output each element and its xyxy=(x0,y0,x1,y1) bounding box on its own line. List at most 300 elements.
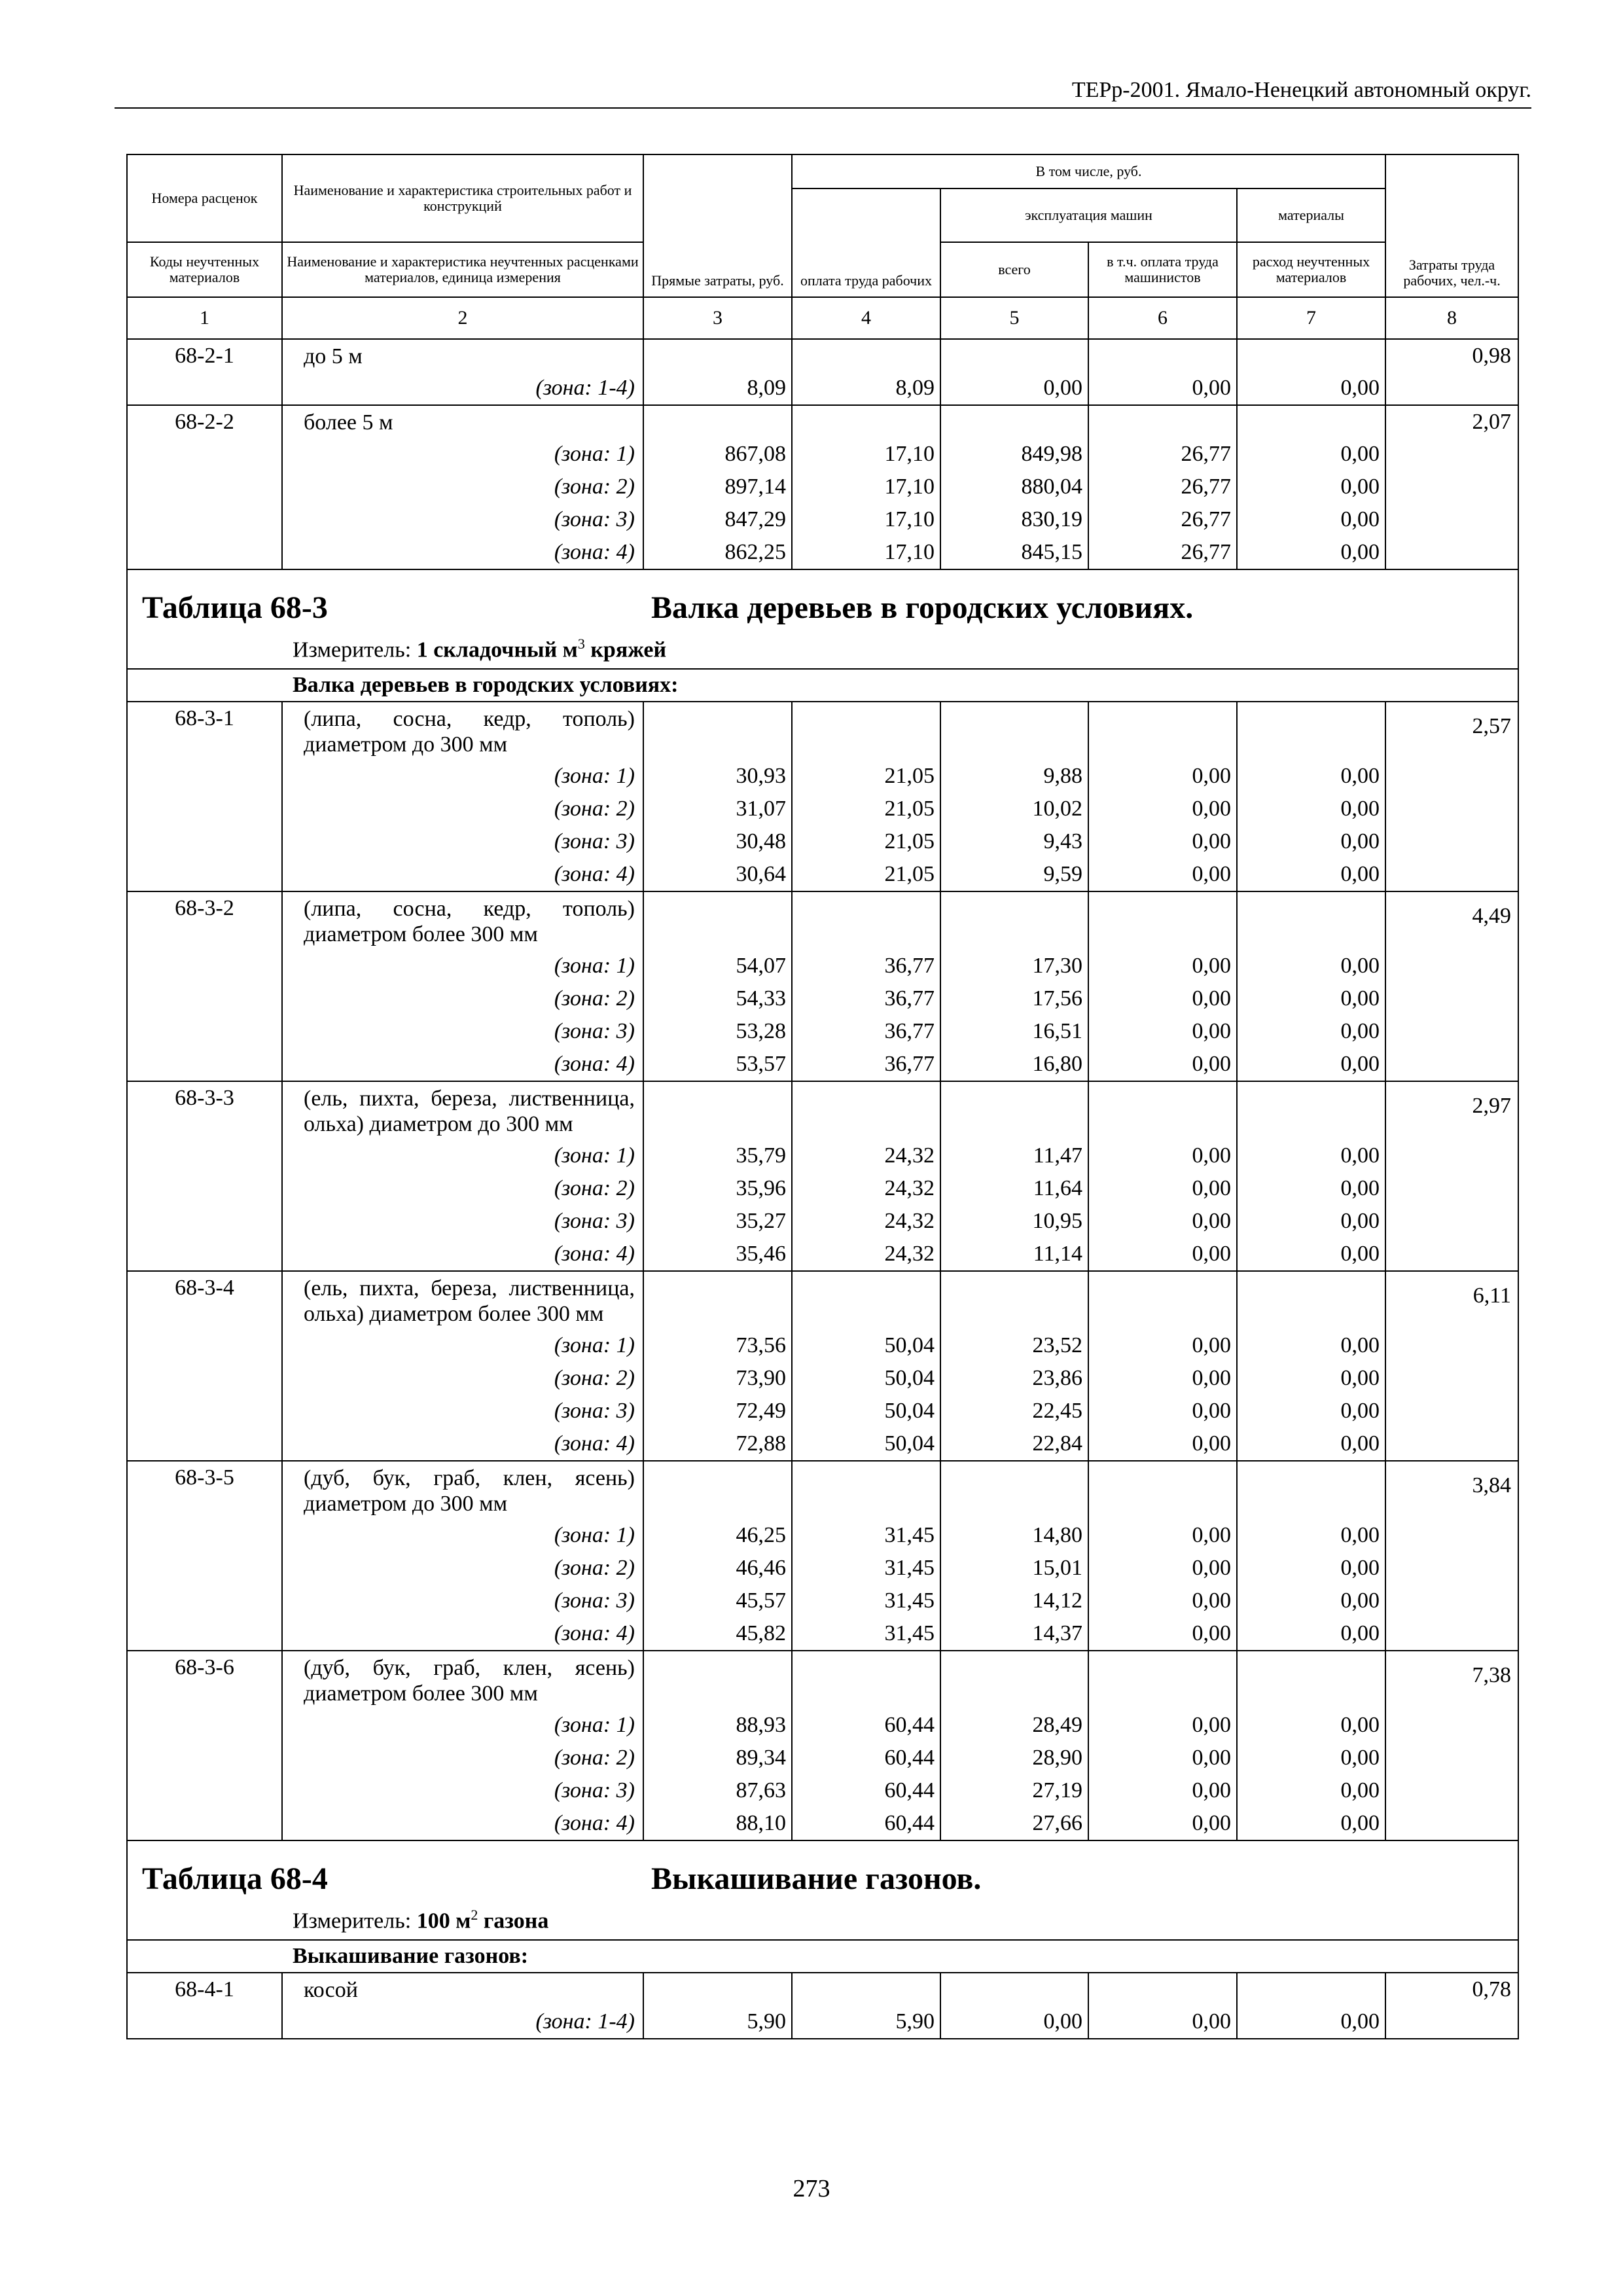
machines-total: 23,86 xyxy=(940,1362,1088,1395)
empty-cell xyxy=(643,702,792,760)
rate-description: более 5 м xyxy=(282,405,643,438)
direct-costs: 54,33 xyxy=(643,982,792,1015)
zone-label: (зона: 4) xyxy=(282,1238,643,1271)
zone-label: (зона: 2) xyxy=(282,1172,643,1205)
table-label: Таблица 68-4 xyxy=(142,1861,328,1896)
empty-cell xyxy=(1088,405,1237,438)
machines-total: 22,84 xyxy=(940,1427,1088,1461)
direct-costs: 31,07 xyxy=(643,793,792,825)
zone-row xyxy=(127,1395,1518,1427)
machines-total: 27,19 xyxy=(940,1774,1088,1807)
machinist-pay: 0,00 xyxy=(1088,760,1237,793)
zone-label: (зона: 4) xyxy=(282,1427,643,1461)
zone-row xyxy=(127,471,1518,503)
rate-description: (дуб, бук, граб, клен, ясень) диаметром более 300 мм xyxy=(282,1651,643,1709)
header-machinist-pay: в т.ч. оплата труда машинистов xyxy=(1088,242,1237,297)
worker-pay: 5,90 xyxy=(792,2005,940,2039)
direct-costs: 45,82 xyxy=(643,1617,792,1651)
zone-row xyxy=(127,1362,1518,1395)
zone-row xyxy=(127,793,1518,825)
zone-label: (зона: 1) xyxy=(282,1139,643,1172)
header-direct-costs: Прямые затраты, руб. xyxy=(643,154,792,297)
direct-costs: 72,88 xyxy=(643,1427,792,1461)
labor-cost: 4,49 xyxy=(1385,891,1518,1081)
machines-total: 14,37 xyxy=(940,1617,1088,1651)
machines-total: 849,98 xyxy=(940,438,1088,471)
empty-cell xyxy=(940,1081,1088,1139)
worker-pay: 17,10 xyxy=(792,503,940,536)
direct-costs: 847,29 xyxy=(643,503,792,536)
rate-row xyxy=(127,339,1518,372)
worker-pay: 17,10 xyxy=(792,536,940,569)
zone-label: (зона: 1) xyxy=(282,1329,643,1362)
worker-pay: 60,44 xyxy=(792,1774,940,1807)
direct-costs: 30,64 xyxy=(643,858,792,891)
zone-row xyxy=(127,438,1518,471)
column-number: 1 xyxy=(127,297,282,339)
zone-row xyxy=(127,536,1518,569)
rate-code: 68-3-1 xyxy=(127,702,282,891)
worker-pay: 50,04 xyxy=(792,1427,940,1461)
measure-unit: Измеритель: 100 $м^2$ газона xyxy=(293,1907,549,1933)
zone-row xyxy=(127,858,1518,891)
worker-pay: 31,45 xyxy=(792,1519,940,1552)
materials-cost: 0,00 xyxy=(1237,1742,1385,1774)
machines-total: 23,52 xyxy=(940,1329,1088,1362)
empty-cell xyxy=(1237,1651,1385,1709)
materials-cost: 0,00 xyxy=(1237,1519,1385,1552)
machinist-pay: 0,00 xyxy=(1088,1807,1237,1840)
direct-costs: 8,09 xyxy=(643,372,792,405)
labor-cost: 2,97 xyxy=(1385,1081,1518,1271)
rate-code: 68-4-1 xyxy=(127,1973,282,2039)
machines-total: 16,51 xyxy=(940,1015,1088,1048)
materials-cost: 0,00 xyxy=(1237,503,1385,536)
worker-pay: 50,04 xyxy=(792,1362,940,1395)
zone-row xyxy=(127,1742,1518,1774)
worker-pay: 36,77 xyxy=(792,982,940,1015)
worker-pay: 17,10 xyxy=(792,471,940,503)
zone-row xyxy=(127,1205,1518,1238)
header-materials: материалы xyxy=(1237,188,1385,242)
rate-code: 68-2-2 xyxy=(127,405,282,569)
empty-cell xyxy=(643,1461,792,1519)
direct-costs: 30,48 xyxy=(643,825,792,858)
materials-cost: 0,00 xyxy=(1237,536,1385,569)
machinist-pay: 0,00 xyxy=(1088,1774,1237,1807)
page-number: 273 xyxy=(793,2175,830,2202)
column-number: 6 xyxy=(1088,297,1237,339)
worker-pay: 24,32 xyxy=(792,1238,940,1271)
worker-pay: 21,05 xyxy=(792,825,940,858)
machinist-pay: 0,00 xyxy=(1088,2005,1237,2039)
direct-costs: 35,79 xyxy=(643,1139,792,1172)
rate-row xyxy=(127,702,1518,760)
machinist-pay: 0,00 xyxy=(1088,1395,1237,1427)
worker-pay: 31,45 xyxy=(792,1585,940,1617)
subheading: Выкашивание газонов: xyxy=(127,1940,1518,1973)
empty-cell xyxy=(940,1973,1088,2005)
empty-cell xyxy=(1237,1461,1385,1519)
direct-costs: 862,25 xyxy=(643,536,792,569)
zone-label: (зона: 2) xyxy=(282,793,643,825)
subheading: Валка деревьев в городских условиях: xyxy=(127,669,1518,702)
materials-cost: 0,00 xyxy=(1237,1172,1385,1205)
header-including: В том числе, руб. xyxy=(792,154,1385,188)
machinist-pay: 26,77 xyxy=(1088,438,1237,471)
worker-pay: 24,32 xyxy=(792,1172,940,1205)
empty-cell xyxy=(1088,1081,1237,1139)
materials-cost: 0,00 xyxy=(1237,1048,1385,1081)
machines-total: 14,80 xyxy=(940,1519,1088,1552)
header-labor-cost: Затраты труда рабочих, чел.-ч. xyxy=(1385,154,1518,297)
table-title: Валка деревьев в городских условиях. xyxy=(651,590,1194,625)
header-unaccounted-consumption: расход неучтенных материалов xyxy=(1237,242,1385,297)
zone-row xyxy=(127,1617,1518,1651)
zone-row xyxy=(127,1329,1518,1362)
empty-cell xyxy=(940,702,1088,760)
table-label: Таблица 68-3 xyxy=(142,590,328,625)
zone-row xyxy=(127,1238,1518,1271)
direct-costs: 35,46 xyxy=(643,1238,792,1271)
empty-cell xyxy=(643,339,792,372)
worker-pay: 21,05 xyxy=(792,793,940,825)
table-body-68-4 xyxy=(127,1973,1518,2039)
zone-row xyxy=(127,982,1518,1015)
worker-pay: 36,77 xyxy=(792,950,940,982)
zone-row xyxy=(127,1774,1518,1807)
rate-row xyxy=(127,1271,1518,1329)
machines-total: 880,04 xyxy=(940,471,1088,503)
machinist-pay: 0,00 xyxy=(1088,1172,1237,1205)
zone-row xyxy=(127,1519,1518,1552)
empty-cell xyxy=(1237,1081,1385,1139)
worker-pay: 31,45 xyxy=(792,1617,940,1651)
rate-code: 68-3-6 xyxy=(127,1651,282,1840)
empty-cell xyxy=(940,891,1088,950)
direct-costs: 89,34 xyxy=(643,1742,792,1774)
labor-cost: 2,07 xyxy=(1385,405,1518,569)
column-numbers-row xyxy=(127,297,1518,339)
zone-label: (зона: 2) xyxy=(282,1362,643,1395)
empty-cell xyxy=(940,339,1088,372)
empty-cell xyxy=(792,702,940,760)
table-body-68-2 xyxy=(127,339,1518,569)
machines-total: 9,88 xyxy=(940,760,1088,793)
machinist-pay: 0,00 xyxy=(1088,793,1237,825)
direct-costs: 53,57 xyxy=(643,1048,792,1081)
zone-label: (зона: 3) xyxy=(282,503,643,536)
empty-cell xyxy=(792,891,940,950)
machinist-pay: 0,00 xyxy=(1088,1552,1237,1585)
machinist-pay: 0,00 xyxy=(1088,1585,1237,1617)
zone-row xyxy=(127,1585,1518,1617)
materials-cost: 0,00 xyxy=(1237,1238,1385,1271)
machines-total: 830,19 xyxy=(940,503,1088,536)
column-number: 3 xyxy=(643,297,792,339)
materials-cost: 0,00 xyxy=(1237,1205,1385,1238)
empty-cell xyxy=(1088,339,1237,372)
rate-row xyxy=(127,891,1518,950)
machines-total: 27,66 xyxy=(940,1807,1088,1840)
machinist-pay: 0,00 xyxy=(1088,1742,1237,1774)
rate-code: 68-3-4 xyxy=(127,1271,282,1461)
direct-costs: 73,56 xyxy=(643,1329,792,1362)
zone-label: (зона: 1) xyxy=(282,760,643,793)
rate-description: (дуб, бук, граб, клен, ясень) диаметром до 300 мм xyxy=(282,1461,643,1519)
machines-total: 22,45 xyxy=(940,1395,1088,1427)
direct-costs: 35,27 xyxy=(643,1205,792,1238)
zone-row xyxy=(127,760,1518,793)
machines-total: 28,90 xyxy=(940,1742,1088,1774)
direct-costs: 897,14 xyxy=(643,471,792,503)
empty-cell xyxy=(643,891,792,950)
direct-costs: 46,25 xyxy=(643,1519,792,1552)
labor-cost: 2,57 xyxy=(1385,702,1518,891)
rate-row xyxy=(127,1081,1518,1139)
machines-total: 11,64 xyxy=(940,1172,1088,1205)
zone-row xyxy=(127,1139,1518,1172)
zone-label: (зона: 4) xyxy=(282,1807,643,1840)
empty-cell xyxy=(940,1651,1088,1709)
header-worker-pay: оплата труда рабочих xyxy=(792,188,940,297)
empty-cell xyxy=(1237,339,1385,372)
machinist-pay: 0,00 xyxy=(1088,950,1237,982)
empty-cell xyxy=(792,1461,940,1519)
materials-cost: 0,00 xyxy=(1237,1585,1385,1617)
empty-cell xyxy=(1237,405,1385,438)
direct-costs: 35,96 xyxy=(643,1172,792,1205)
materials-cost: 0,00 xyxy=(1237,1329,1385,1362)
materials-cost: 0,00 xyxy=(1237,2005,1385,2039)
machinist-pay: 0,00 xyxy=(1088,1205,1237,1238)
worker-pay: 17,10 xyxy=(792,438,940,471)
column-number: 2 xyxy=(282,297,643,339)
empty-cell xyxy=(792,1651,940,1709)
empty-cell xyxy=(1088,702,1237,760)
direct-costs: 54,07 xyxy=(643,950,792,982)
rates-table xyxy=(126,154,1519,2039)
machinist-pay: 0,00 xyxy=(1088,1238,1237,1271)
empty-cell xyxy=(643,1973,792,2005)
machines-total: 11,14 xyxy=(940,1238,1088,1271)
direct-costs: 88,93 xyxy=(643,1709,792,1742)
zone-label: (зона: 2) xyxy=(282,1552,643,1585)
materials-cost: 0,00 xyxy=(1237,1552,1385,1585)
materials-cost: 0,00 xyxy=(1237,793,1385,825)
worker-pay: 24,32 xyxy=(792,1205,940,1238)
rate-description: косой xyxy=(282,1973,643,2005)
zone-row xyxy=(127,1048,1518,1081)
machines-total: 0,00 xyxy=(940,2005,1088,2039)
materials-cost: 0,00 xyxy=(1237,1617,1385,1651)
labor-cost: 3,84 xyxy=(1385,1461,1518,1651)
direct-costs: 45,57 xyxy=(643,1585,792,1617)
column-number: 5 xyxy=(940,297,1088,339)
rate-description: до 5 м xyxy=(282,339,643,372)
header-rate-numbers: Номера расценок xyxy=(127,154,282,242)
empty-cell xyxy=(1088,1271,1237,1329)
direct-costs: 867,08 xyxy=(643,438,792,471)
machines-total: 10,02 xyxy=(940,793,1088,825)
materials-cost: 0,00 xyxy=(1237,858,1385,891)
zone-label: (зона: 4) xyxy=(282,858,643,891)
materials-cost: 0,00 xyxy=(1237,825,1385,858)
materials-cost: 0,00 xyxy=(1237,950,1385,982)
worker-pay: 21,05 xyxy=(792,760,940,793)
empty-cell xyxy=(1237,891,1385,950)
section-68-3 xyxy=(127,569,1518,702)
empty-cell xyxy=(1088,1461,1237,1519)
materials-cost: 0,00 xyxy=(1237,1139,1385,1172)
worker-pay: 60,44 xyxy=(792,1709,940,1742)
machines-total: 17,30 xyxy=(940,950,1088,982)
zone-label: (зона: 1) xyxy=(282,438,643,471)
worker-pay: 60,44 xyxy=(792,1807,940,1840)
zone-label: (зона: 2) xyxy=(282,1742,643,1774)
labor-cost: 6,11 xyxy=(1385,1271,1518,1461)
machinist-pay: 0,00 xyxy=(1088,1048,1237,1081)
empty-cell xyxy=(1237,1973,1385,2005)
zone-label: (зона: 1) xyxy=(282,950,643,982)
direct-costs: 73,90 xyxy=(643,1362,792,1395)
zone-label: (зона: 3) xyxy=(282,1774,643,1807)
machinist-pay: 0,00 xyxy=(1088,1617,1237,1651)
zone-row xyxy=(127,1807,1518,1840)
direct-costs: 46,46 xyxy=(643,1552,792,1585)
direct-costs: 53,28 xyxy=(643,1015,792,1048)
running-head: ТЕРр-2001. Ямало-Ненецкий автономный округ. xyxy=(115,73,1531,109)
machines-total: 28,49 xyxy=(940,1709,1088,1742)
section-68-4 xyxy=(127,1840,1518,1973)
worker-pay: 21,05 xyxy=(792,858,940,891)
empty-cell xyxy=(1088,891,1237,950)
empty-cell xyxy=(1237,702,1385,760)
rate-description: (липа, сосна, кедр, тополь) диаметром более 300 мм xyxy=(282,891,643,950)
rate-row xyxy=(127,1651,1518,1709)
rate-description: (ель, пихта, береза, лиственница, ольха) диаметром до 300 мм xyxy=(282,1081,643,1139)
machines-total: 10,95 xyxy=(940,1205,1088,1238)
table-body-68-3 xyxy=(127,702,1518,1840)
rate-code: 68-3-2 xyxy=(127,891,282,1081)
zone-label: (зона: 1) xyxy=(282,1519,643,1552)
direct-costs: 88,10 xyxy=(643,1807,792,1840)
machines-total: 0,00 xyxy=(940,372,1088,405)
materials-cost: 0,00 xyxy=(1237,438,1385,471)
machinist-pay: 0,00 xyxy=(1088,1519,1237,1552)
machinist-pay: 0,00 xyxy=(1088,1427,1237,1461)
zone-label: (зона: 1-4) xyxy=(282,372,643,405)
empty-cell xyxy=(792,1271,940,1329)
machines-total: 9,59 xyxy=(940,858,1088,891)
machines-total: 16,80 xyxy=(940,1048,1088,1081)
empty-cell xyxy=(643,1271,792,1329)
worker-pay: 24,32 xyxy=(792,1139,940,1172)
machinist-pay: 0,00 xyxy=(1088,825,1237,858)
column-number: 7 xyxy=(1237,297,1385,339)
header-machines-total: всего xyxy=(940,242,1088,297)
empty-cell xyxy=(643,1651,792,1709)
machinist-pay: 0,00 xyxy=(1088,1139,1237,1172)
materials-cost: 0,00 xyxy=(1237,1427,1385,1461)
rate-row xyxy=(127,1461,1518,1519)
zone-label: (зона: 1-4) xyxy=(282,2005,643,2039)
header-work-name: Наименование и характеристика строительных работ и конструкций xyxy=(282,154,643,242)
machinist-pay: 0,00 xyxy=(1088,1329,1237,1362)
machinist-pay: 0,00 xyxy=(1088,1709,1237,1742)
machinist-pay: 0,00 xyxy=(1088,982,1237,1015)
zone-row xyxy=(127,503,1518,536)
labor-cost: 0,78 xyxy=(1385,1973,1518,2039)
zone-label: (зона: 3) xyxy=(282,1395,643,1427)
empty-cell xyxy=(940,1271,1088,1329)
zone-label: (зона: 3) xyxy=(282,1015,643,1048)
machinist-pay: 26,77 xyxy=(1088,471,1237,503)
empty-cell xyxy=(1088,1651,1237,1709)
materials-cost: 0,00 xyxy=(1237,1395,1385,1427)
materials-cost: 0,00 xyxy=(1237,1362,1385,1395)
machinist-pay: 0,00 xyxy=(1088,858,1237,891)
zone-row xyxy=(127,372,1518,405)
worker-pay: 50,04 xyxy=(792,1395,940,1427)
worker-pay: 36,77 xyxy=(792,1048,940,1081)
worker-pay: 31,45 xyxy=(792,1552,940,1585)
worker-pay: 60,44 xyxy=(792,1742,940,1774)
empty-cell xyxy=(1088,1973,1237,2005)
rate-code: 68-3-3 xyxy=(127,1081,282,1271)
worker-pay: 50,04 xyxy=(792,1329,940,1362)
column-number: 8 xyxy=(1385,297,1518,339)
rate-description: (липа, сосна, кедр, тополь) диаметром до 300 мм xyxy=(282,702,643,760)
materials-cost: 0,00 xyxy=(1237,1709,1385,1742)
zone-label: (зона: 4) xyxy=(282,1048,643,1081)
direct-costs: 5,90 xyxy=(643,2005,792,2039)
rate-row xyxy=(127,1973,1518,2005)
empty-cell xyxy=(1237,1271,1385,1329)
empty-cell xyxy=(792,405,940,438)
empty-cell xyxy=(643,405,792,438)
column-number: 4 xyxy=(792,297,940,339)
machines-total: 845,15 xyxy=(940,536,1088,569)
zone-row xyxy=(127,1709,1518,1742)
zone-row xyxy=(127,1015,1518,1048)
materials-cost: 0,00 xyxy=(1237,1015,1385,1048)
machines-total: 17,56 xyxy=(940,982,1088,1015)
machinist-pay: 26,77 xyxy=(1088,503,1237,536)
zone-row xyxy=(127,1552,1518,1585)
zone-row xyxy=(127,1427,1518,1461)
header-machine-operation: эксплуатация машин xyxy=(940,188,1237,242)
empty-cell xyxy=(643,1081,792,1139)
machines-total: 15,01 xyxy=(940,1552,1088,1585)
zone-label: (зона: 1) xyxy=(282,1709,643,1742)
empty-cell xyxy=(940,405,1088,438)
direct-costs: 87,63 xyxy=(643,1774,792,1807)
empty-cell xyxy=(792,1081,940,1139)
machinist-pay: 0,00 xyxy=(1088,372,1237,405)
materials-cost: 0,00 xyxy=(1237,982,1385,1015)
empty-cell xyxy=(940,1461,1088,1519)
zone-label: (зона: 4) xyxy=(282,1617,643,1651)
machinist-pay: 0,00 xyxy=(1088,1362,1237,1395)
zone-row xyxy=(127,2005,1518,2039)
rate-code: 68-3-5 xyxy=(127,1461,282,1651)
header-unaccounted-names: Наименование и характеристика неучтенных расценками материалов, единица измерения xyxy=(282,242,643,297)
zone-label: (зона: 4) xyxy=(282,536,643,569)
direct-costs: 72,49 xyxy=(643,1395,792,1427)
zone-label: (зона: 3) xyxy=(282,825,643,858)
empty-cell xyxy=(792,1973,940,2005)
